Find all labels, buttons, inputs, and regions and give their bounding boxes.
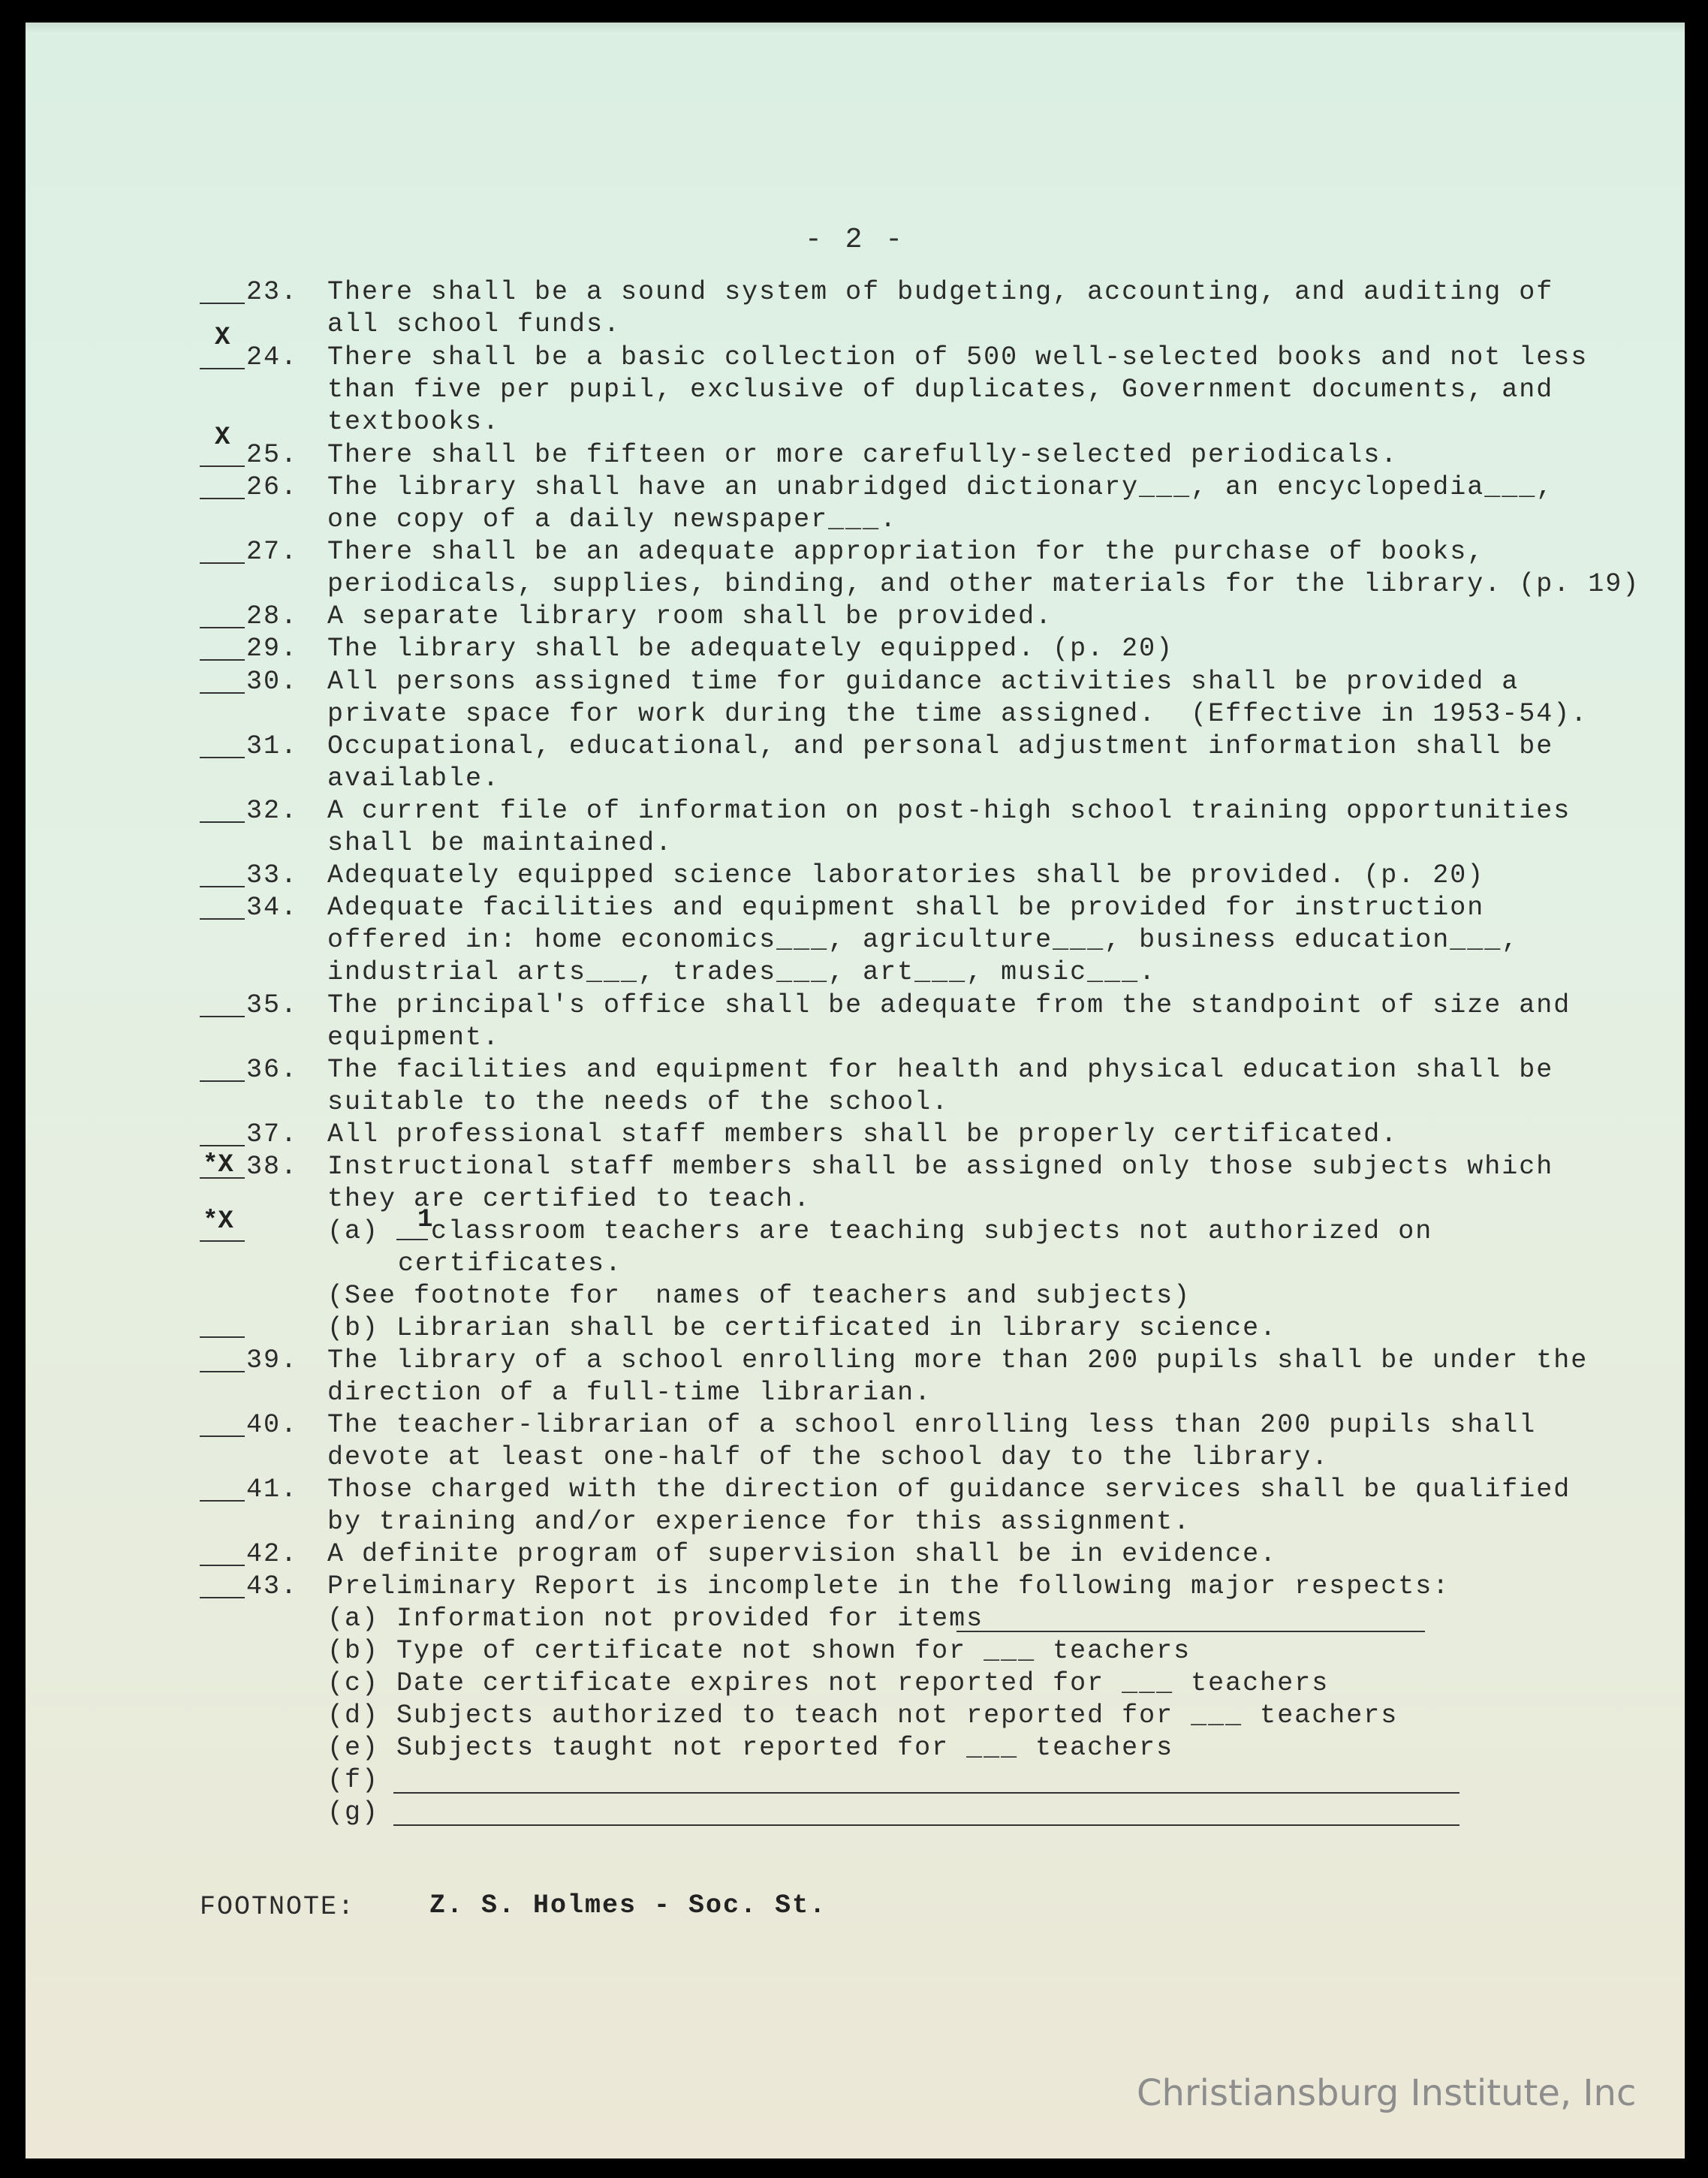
item-text: A current file of information on post-high school training opportunities	[327, 796, 1571, 826]
item-text: all school funds.	[327, 309, 622, 339]
item-text: There shall be fifteen or more carefully-selected periodicals.	[327, 440, 1399, 470]
fill-line-g[interactable]	[393, 1824, 1459, 1826]
check-blank[interactable]	[200, 886, 245, 887]
item-text: The library of a school enrolling more than 200 pupils shall be under the	[327, 1345, 1589, 1375]
item-text: (b) Type of certificate not shown for ___ teachers	[327, 1636, 1191, 1666]
item-text: There shall be an adequate appropriation for the purchase of books,	[327, 537, 1485, 567]
item-number: 38.	[246, 1152, 299, 1182]
item-text: classroom teachers are teaching subjects not authorized on	[431, 1216, 1433, 1246]
item-text: (b) Librarian shall be certificated in library science.	[327, 1313, 1278, 1343]
item-number: 39.	[246, 1345, 299, 1375]
check-blank[interactable]	[200, 918, 245, 920]
item-text: offered in: home economics___, agriculture___, business education___,	[327, 925, 1520, 955]
check-blank[interactable]	[200, 1016, 245, 1017]
item-text: (c) Date certificate expires not reported for ___ teachers	[327, 1668, 1330, 1698]
check-blank[interactable]	[200, 1500, 245, 1502]
item-text: The teacher-librarian of a school enrolling less than 200 pupils shall	[327, 1410, 1537, 1440]
document-page	[26, 23, 1685, 2158]
item-number: 43.	[246, 1571, 299, 1601]
item-number: 41.	[246, 1475, 299, 1505]
item-text: (a) Information not provided for items	[327, 1604, 984, 1634]
item-number: 30.	[246, 667, 299, 697]
item-number: 34.	[246, 893, 299, 923]
item-text: private space for work during the time assigned. (Effective in 1953-54).	[327, 699, 1589, 729]
item-text: Adequate facilities and equipment shall be provided for instruction	[327, 893, 1485, 923]
page-edge-shadow	[26, 23, 1685, 33]
item-number: 40.	[246, 1410, 299, 1440]
item-text: (a)	[327, 1216, 397, 1246]
check-blank[interactable]	[200, 692, 245, 694]
item-text: (f)	[327, 1765, 380, 1795]
item-text: All professional staff members shall be properly certificated.	[327, 1119, 1399, 1149]
item-text: The facilities and equipment for health and physical education shall be	[327, 1055, 1554, 1085]
check-blank[interactable]	[200, 627, 245, 628]
item-text: equipment.	[327, 1023, 501, 1053]
item-number: 25.	[246, 440, 299, 470]
item-text: The library shall be adequately equipped. (p. 20)	[327, 634, 1174, 664]
page-number: - 2 -	[804, 224, 906, 256]
item-number: 37.	[246, 1119, 299, 1149]
item-text: Preliminary Report is incomplete in the following major respects:	[327, 1571, 1450, 1601]
check-blank[interactable]	[200, 562, 245, 564]
item-number: 26.	[246, 472, 299, 502]
check-blank[interactable]	[200, 368, 245, 369]
check-blank[interactable]	[200, 659, 245, 661]
check-mark: *X	[203, 1207, 233, 1236]
item-text: Occupational, educational, and personal adjustment information shall be	[327, 731, 1554, 761]
item-text: The principal's office shall be adequate from the standpoint of size and	[327, 990, 1571, 1020]
check-blank[interactable]	[200, 821, 245, 823]
check-blank[interactable]	[200, 1597, 245, 1598]
item-text: they are certified to teach.	[327, 1184, 812, 1214]
item-text: one copy of a daily newspaper___.	[327, 505, 898, 535]
check-mark: X	[215, 423, 230, 452]
item-text: The library shall have an unabridged dictionary___, an encyclopedia___,	[327, 472, 1554, 502]
check-blank[interactable]	[200, 1435, 245, 1437]
item-text: All persons assigned time for guidance activities shall be provided a	[327, 667, 1520, 697]
watermark: Christiansburg Institute, Inc	[1137, 2072, 1637, 2114]
item-number: 31.	[246, 731, 299, 761]
item-text: There shall be a sound system of budgeting, accounting, and auditing of	[327, 277, 1554, 307]
check-blank[interactable]	[200, 1371, 245, 1372]
item-text: There shall be a basic collection of 500 well-selected books and not less	[327, 342, 1589, 372]
item-text: periodicals, supplies, binding, and other materials for the library. (p. 19)	[327, 569, 1640, 599]
fill-line-f[interactable]	[393, 1792, 1459, 1794]
footnote-label: FOOTNOTE:	[200, 1892, 356, 1922]
item-number: 28.	[246, 601, 299, 631]
check-blank[interactable]	[200, 1080, 245, 1082]
item-text: (d) Subjects authorized to teach not reported for ___ teachers	[327, 1701, 1399, 1731]
item-text: Instructional staff members shall be assigned only those subjects which	[327, 1152, 1554, 1182]
item-number: 27.	[246, 537, 299, 567]
item-number: 23.	[246, 277, 299, 307]
item-text: shall be maintained.	[327, 828, 673, 858]
item-text: Those charged with the direction of guidance services shall be qualified	[327, 1475, 1571, 1505]
item-number: 29.	[246, 634, 299, 664]
item-text: A definite program of supervision shall be in evidence.	[327, 1539, 1278, 1569]
check-mark: *X	[203, 1151, 233, 1179]
handwritten-count: 1	[417, 1206, 433, 1234]
check-blank[interactable]	[200, 303, 245, 304]
item-text: (e) Subjects taught not reported for ___ teachers	[327, 1733, 1174, 1763]
check-blank[interactable]	[200, 1240, 245, 1242]
item-text: Adequately equipped science laboratories shall be provided. (p. 20)	[327, 860, 1485, 890]
item-text: available.	[327, 764, 501, 794]
item-number: 42.	[246, 1539, 299, 1569]
item-number: 35.	[246, 990, 299, 1020]
item-text: certificates.	[398, 1249, 623, 1279]
item-text: devote at least one-half of the school day to the library.	[327, 1442, 1330, 1472]
check-blank[interactable]	[200, 498, 245, 499]
item-number: 24.	[246, 342, 299, 372]
item-text: (See footnote for names of teachers and subjects)	[327, 1281, 1191, 1311]
check-blank[interactable]	[200, 1145, 245, 1146]
count-blank[interactable]	[396, 1239, 428, 1240]
item-text: by training and/or experience for this assignment.	[327, 1507, 1191, 1537]
item-text: than five per pupil, exclusive of duplicates, Government documents, and	[327, 375, 1554, 405]
check-blank[interactable]	[200, 465, 245, 467]
check-blank[interactable]	[200, 1336, 245, 1338]
items-fill-line[interactable]	[956, 1631, 1425, 1632]
footnote-text: Z. S. Holmes - Soc. St.	[429, 1890, 827, 1920]
check-mark: X	[215, 324, 230, 352]
item-text: industrial arts___, trades___, art___, music___.	[327, 957, 1157, 987]
item-text: suitable to the needs of the school.	[327, 1087, 950, 1117]
item-text: (g)	[327, 1797, 380, 1827]
item-text: direction of a full-time librarian.	[327, 1378, 932, 1408]
item-number: 32.	[246, 796, 299, 826]
item-text: A separate library room shall be provided.	[327, 601, 1053, 631]
check-blank[interactable]	[200, 757, 245, 758]
item-text: textbooks.	[327, 407, 501, 437]
item-number: 33.	[246, 860, 299, 890]
check-blank[interactable]	[200, 1177, 245, 1179]
check-blank[interactable]	[200, 1565, 245, 1566]
item-number: 36.	[246, 1055, 299, 1085]
